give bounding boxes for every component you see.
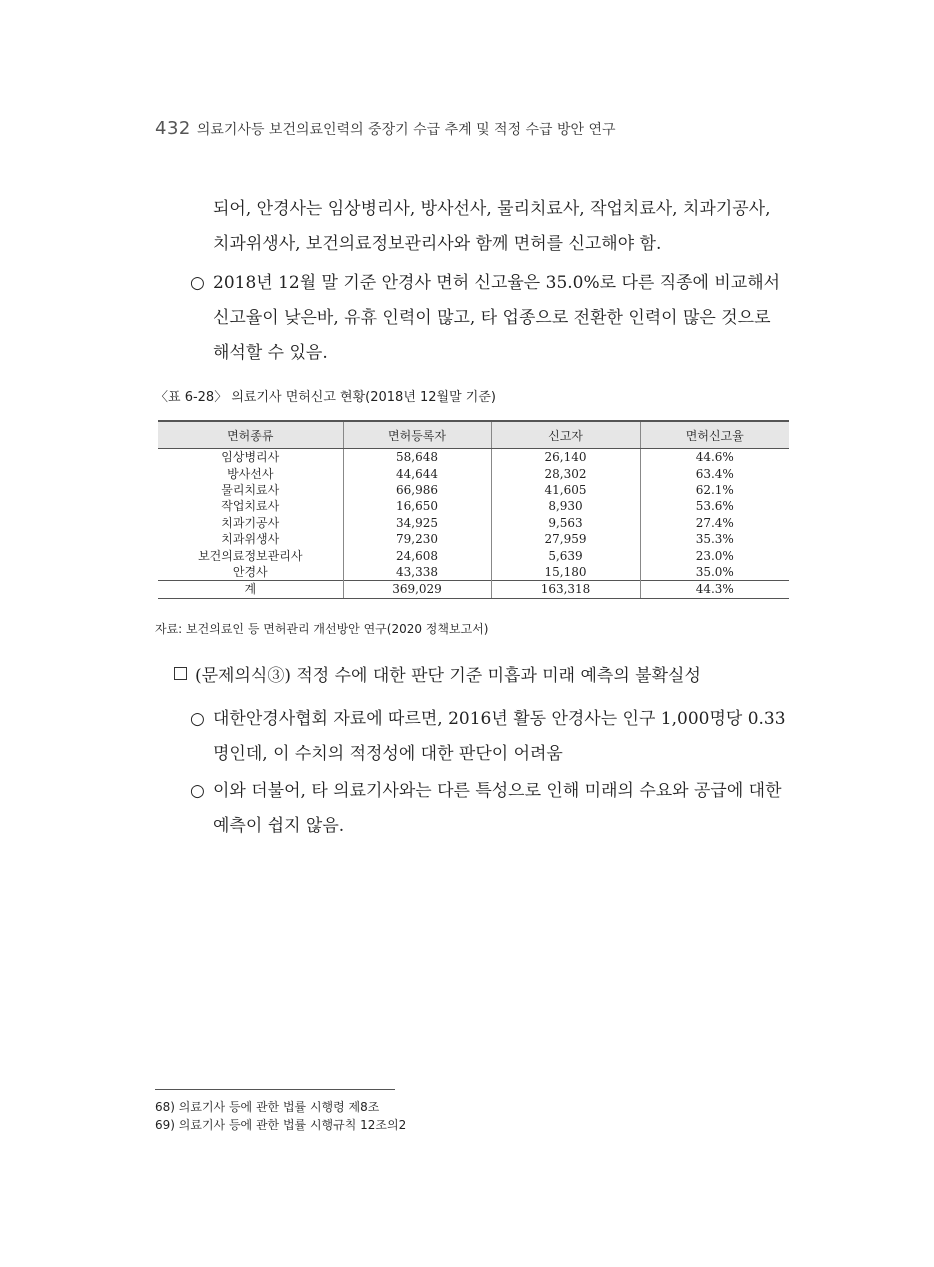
bullet-3-text	[213, 774, 782, 844]
header-report-rate: 면허신고율	[640, 421, 789, 449]
cell-reported: 26,140	[491, 449, 640, 466]
cell-license-type: 방사선사	[158, 465, 343, 481]
table-total-row	[158, 581, 789, 598]
cell-reported: 8,930	[491, 498, 640, 514]
footnote-69: 69) 의료기사 등에 관한 법률 시행규칙 12조의2	[155, 1118, 407, 1132]
cell-license-type: 보건의료정보관리사	[158, 547, 343, 563]
cell-reported: 15,180	[491, 564, 640, 581]
cell-registered: 43,338	[343, 564, 491, 581]
intro-line-1: 되어, 안경사는 임상병리사, 방사선사, 물리치료사, 작업치료사, 치과기공사,	[213, 199, 771, 219]
cell-license-type: 계	[158, 581, 343, 598]
cell-registered: 34,925	[343, 515, 491, 531]
section-heading	[174, 662, 701, 690]
section-heading-text: (문제의식③) 적정 수에 대한 판단 기준 미흡과 미래 예측의 불확실성	[195, 666, 701, 686]
cell-license-type: 임상병리사	[158, 449, 343, 466]
table-row	[158, 564, 789, 581]
table-row	[158, 482, 789, 498]
table-header-row	[158, 421, 789, 449]
cell-report-rate: 23.0%	[640, 547, 789, 563]
bullet-1-line-3: 해석할 수 있음.	[213, 343, 328, 363]
bullet-1-line-1: 2018년 12월 말 기준 안경사 면허 신고율은 35.0%로 다른 직종에 비교해서	[213, 273, 781, 293]
cell-reported: 163,318	[491, 581, 640, 598]
table-row	[158, 515, 789, 531]
cell-report-rate: 63.4%	[640, 465, 789, 481]
cell-registered: 44,644	[343, 465, 491, 481]
footnote-68: 68) 의료기사 등에 관한 법률 시행령 제8조	[155, 1100, 380, 1114]
cell-license-type: 치과기공사	[158, 515, 343, 531]
cell-registered: 79,230	[343, 531, 491, 547]
cell-reported: 41,605	[491, 482, 640, 498]
cell-report-rate: 44.6%	[640, 449, 789, 466]
table-row	[158, 465, 789, 481]
cell-license-type: 치과위생사	[158, 531, 343, 547]
cell-registered: 369,029	[343, 581, 491, 598]
bullet-3-line-1: 이와 더불어, 타 의료기사와는 다른 특성으로 인해 미래의 수요와 공급에 대한	[213, 781, 782, 801]
cell-registered: 58,648	[343, 449, 491, 466]
page-number: 432	[155, 118, 191, 139]
table-caption: 〈표 6-28〉 의료기사 면허신고 현황(2018년 12월말 기준)	[155, 390, 496, 405]
table-row	[158, 498, 789, 514]
bullet-2-text	[213, 702, 786, 772]
cell-reported: 27,959	[491, 531, 640, 547]
cell-license-type: 작업치료사	[158, 498, 343, 514]
cell-report-rate: 27.4%	[640, 515, 789, 531]
cell-registered: 16,650	[343, 498, 491, 514]
bullet-2-line-2: 명인데, 이 수치의 적정성에 대한 판단이 어려움	[213, 744, 563, 764]
header-license-type: 면허종류	[158, 421, 343, 449]
intro-line-2: 치과위생사, 보건의료정보관리사와 함께 면허를 신고해야 함.	[213, 234, 662, 254]
cell-report-rate: 53.6%	[640, 498, 789, 514]
cell-report-rate: 62.1%	[640, 482, 789, 498]
footnote-divider	[155, 1089, 395, 1090]
cell-reported: 9,563	[491, 515, 640, 531]
table-row	[158, 547, 789, 563]
cell-reported: 5,639	[491, 547, 640, 563]
header-registered: 면허등록자	[343, 421, 491, 449]
cell-registered: 66,986	[343, 482, 491, 498]
table-source: 자료: 보건의료인 등 면허관리 개선방안 연구(2020 정책보고서)	[155, 622, 489, 636]
table-row	[158, 449, 789, 466]
license-report-table	[158, 420, 789, 599]
cell-license-type: 안경사	[158, 564, 343, 581]
bullet-1-text	[213, 266, 780, 371]
cell-reported: 28,302	[491, 465, 640, 481]
bullet-3-symbol: ○	[190, 781, 205, 801]
intro-paragraph	[213, 192, 793, 262]
cell-report-rate: 35.0%	[640, 564, 789, 581]
bullet-1-line-2: 신고율이 낮은바, 유휴 인력이 많고, 타 업종으로 전환한 인력이 많은 것으로	[213, 308, 771, 328]
cell-registered: 24,608	[343, 547, 491, 563]
square-bullet-icon	[174, 667, 187, 680]
running-header	[155, 118, 616, 139]
cell-license-type: 물리치료사	[158, 482, 343, 498]
bullet-2-symbol: ○	[190, 709, 205, 729]
cell-report-rate: 44.3%	[640, 581, 789, 598]
running-title: 의료기사등 보건의료인력의 중장기 수급 추계 및 적정 수급 방안 연구	[196, 122, 616, 138]
bullet-1-symbol: ○	[190, 273, 205, 293]
table-row	[158, 531, 789, 547]
bullet-3-line-2: 예측이 쉽지 않음.	[213, 816, 345, 836]
header-reported: 신고자	[491, 421, 640, 449]
bullet-2-line-1: 대한안경사협회 자료에 따르면, 2016년 활동 안경사는 인구 1,000명당 0.33	[213, 709, 786, 729]
cell-report-rate: 35.3%	[640, 531, 789, 547]
